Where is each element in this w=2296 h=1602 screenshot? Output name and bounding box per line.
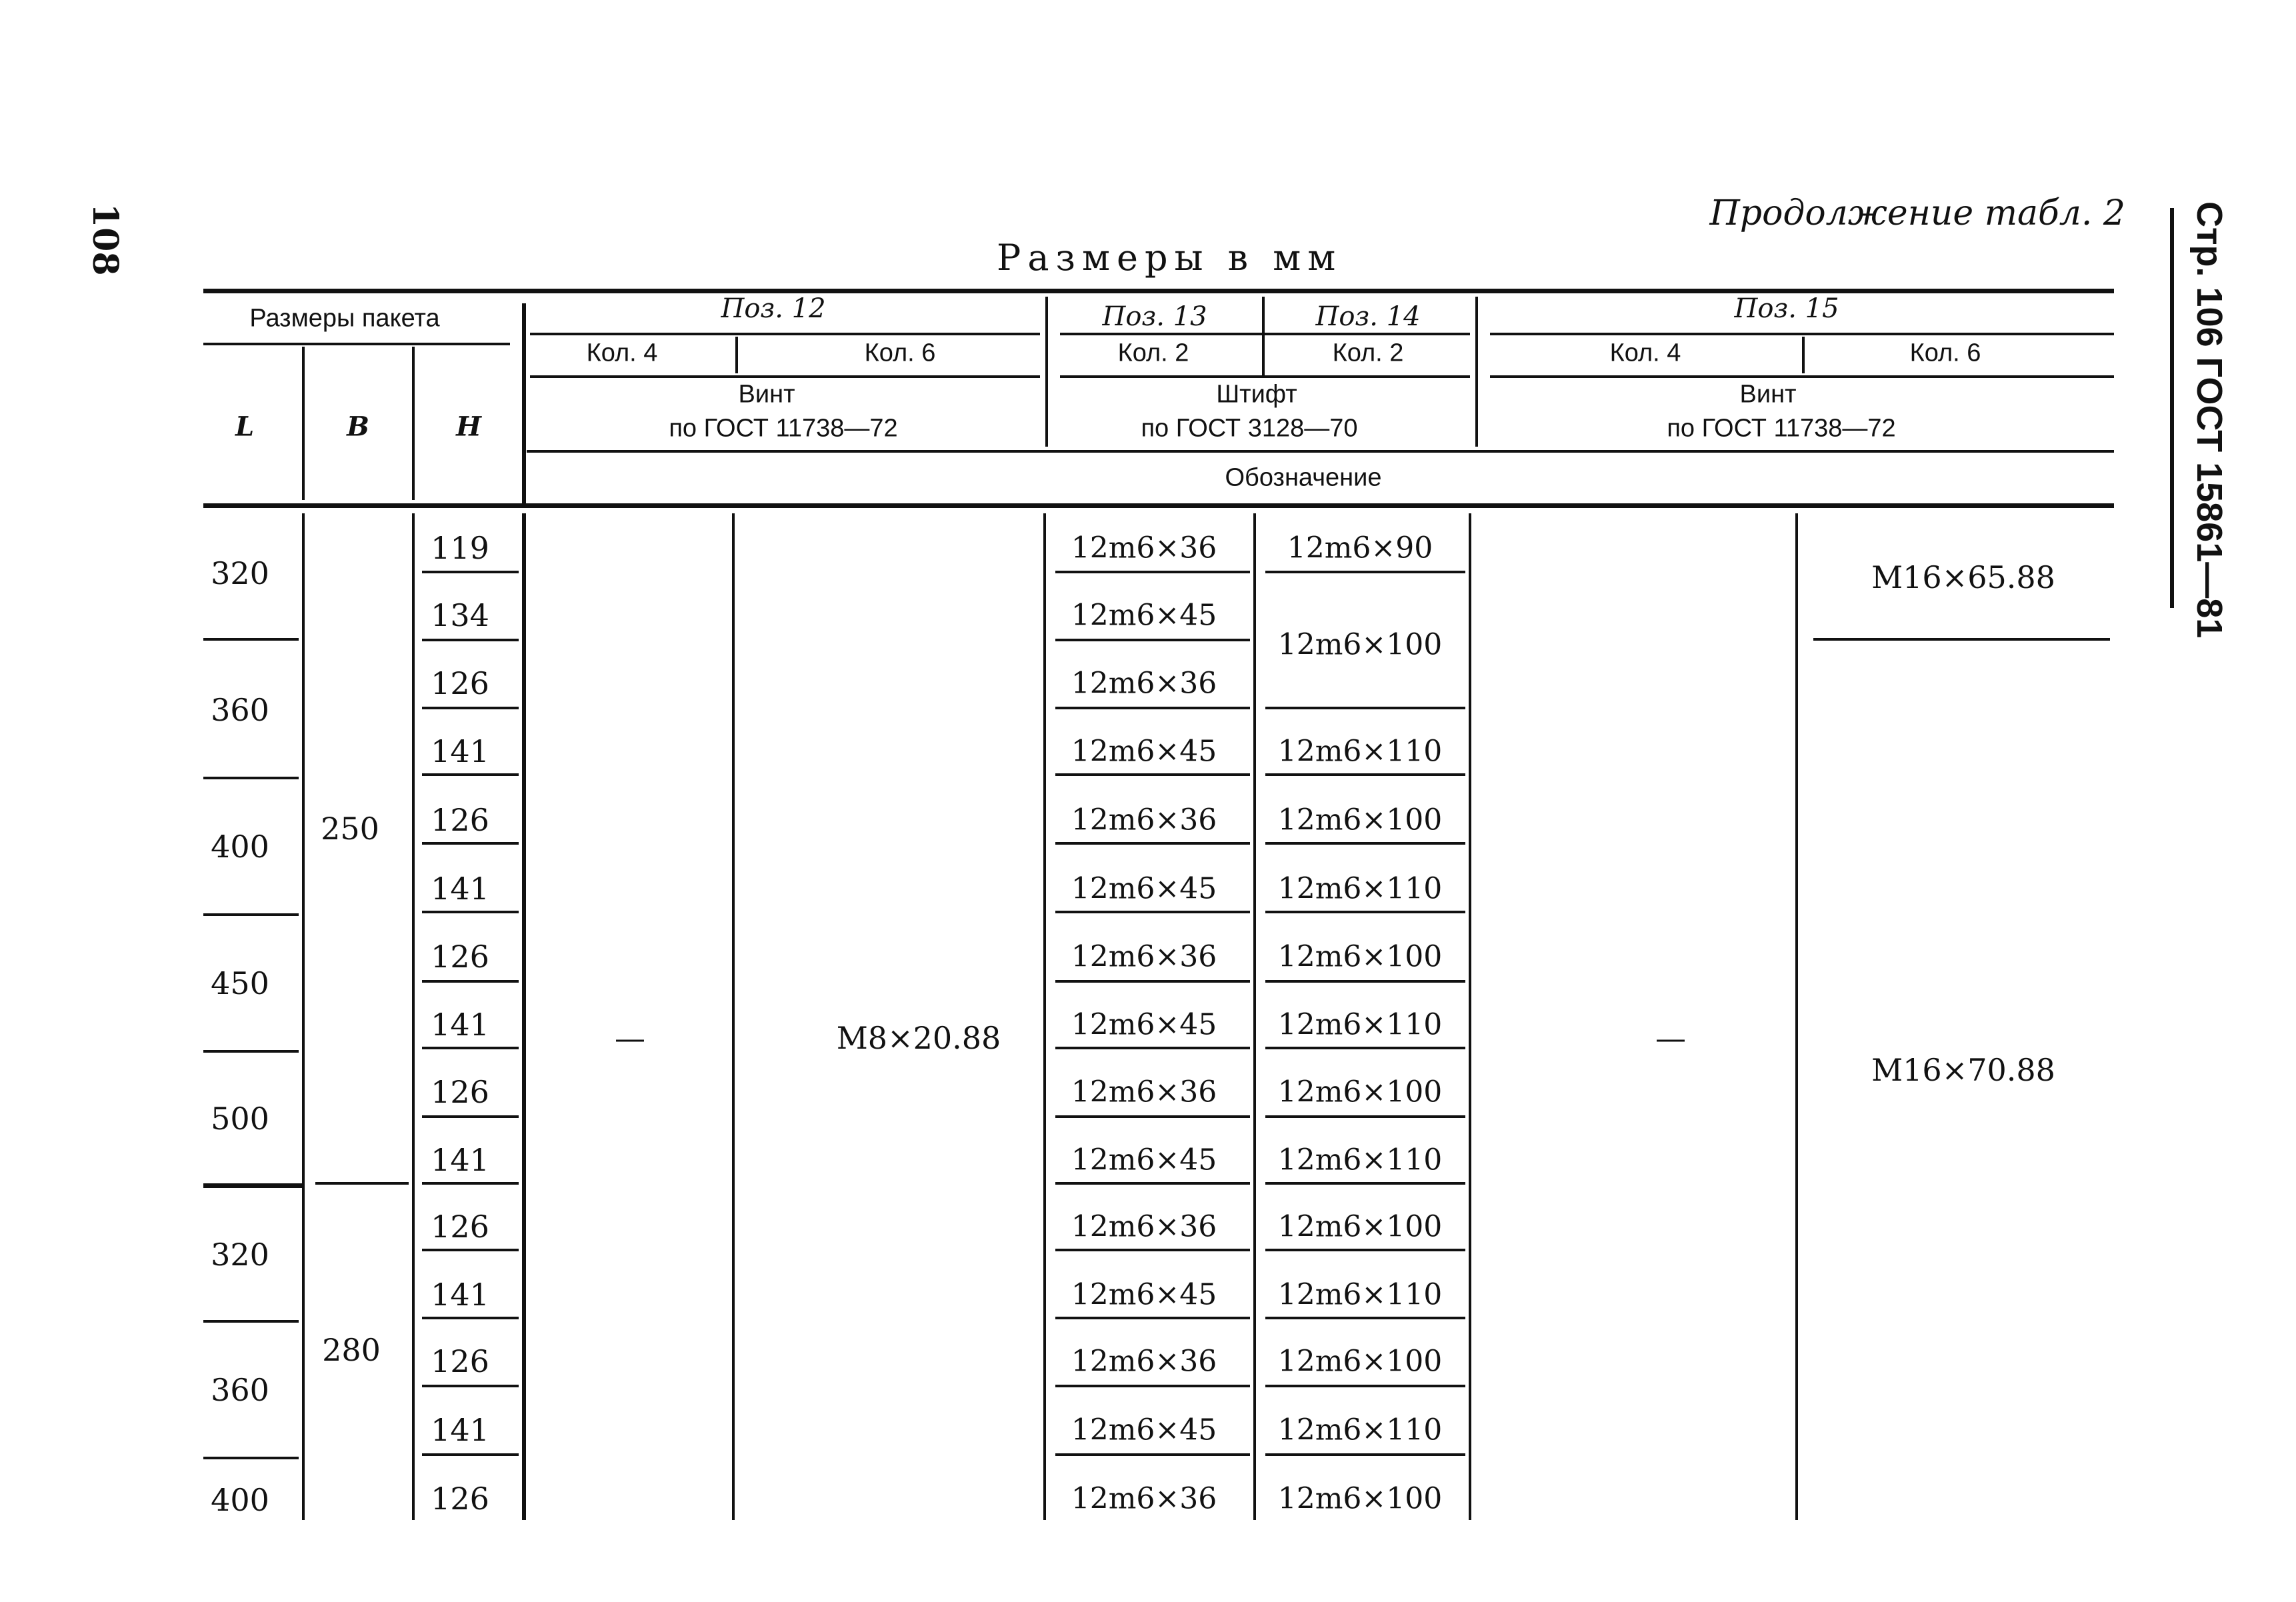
H-row-rule [422, 1317, 519, 1319]
pos14-row-rule [1265, 1115, 1465, 1118]
pos14-cell: 12m6×90 [1287, 531, 1433, 565]
header-divider-kol12 [735, 337, 738, 373]
L-divider-1 [203, 638, 299, 641]
H-cell: 126 [431, 1074, 489, 1110]
pos12-kol6-header: Кол. 6 [864, 339, 936, 367]
L-divider-4 [203, 1050, 299, 1053]
header-divider-pos14-15 [1475, 297, 1478, 447]
vint-gost-header: по ГОСТ 11738—72 [669, 414, 898, 443]
pos13-row-rule [1055, 639, 1250, 641]
vint-header: Винт [738, 380, 795, 409]
H-row-rule [422, 911, 519, 913]
H-cell: 141 [431, 1412, 489, 1448]
pos13-cell: 12m6×36 [1071, 1344, 1217, 1379]
body-divider-pos14-15 [1469, 513, 1471, 1520]
H-cell: 126 [431, 665, 489, 701]
H-cell: 126 [431, 1343, 489, 1379]
L-cell: 400 [211, 829, 269, 865]
H-cell: 126 [431, 1209, 489, 1245]
pos14-row-rule [1265, 1453, 1465, 1456]
pos14-row-rule [1265, 911, 1465, 913]
pos14-cell: 12m6×110 [1277, 1143, 1443, 1177]
body-divider-pos12-kol [732, 513, 735, 1520]
H-cell: 141 [431, 1007, 489, 1043]
pos12-kol4-header: Кол. 4 [586, 339, 658, 367]
shtift-gost-header: по ГОСТ 3128—70 [1141, 414, 1358, 443]
packet-sizes-rule [203, 343, 510, 345]
pos14-row-rule [1265, 842, 1465, 845]
B-cell: 280 [322, 1332, 381, 1368]
L-cell: 500 [211, 1101, 269, 1137]
pos13-row-rule [1055, 1385, 1250, 1387]
pos15-header: Поз. 15 [1734, 293, 1839, 324]
pos14-cell: 12m6×110 [1277, 1413, 1443, 1447]
H-row-rule [422, 773, 519, 776]
pos13-cell: 12m6×45 [1071, 734, 1217, 769]
pos13-cell: 12m6×36 [1071, 939, 1217, 974]
H-cell: 119 [431, 530, 489, 566]
standard-side-label: Стр. 106 ГОСТ 15861—81 [2189, 201, 2229, 639]
pos14-row-rule [1265, 1047, 1465, 1049]
H-row-rule [422, 639, 519, 641]
pos13-cell: 12m6×45 [1071, 1143, 1217, 1177]
vint2-gost-header: по ГОСТ 11738—72 [1667, 414, 1896, 443]
pos14-row-rule [1265, 1182, 1465, 1185]
pos13-cell: 12m6×45 [1071, 598, 1217, 633]
L-header: L [235, 411, 255, 443]
H-row-rule [422, 1115, 519, 1118]
pos14-cell: 12m6×110 [1277, 871, 1443, 906]
pos15-rule [1490, 333, 2114, 335]
B-divider [315, 1182, 409, 1185]
pos15-kol6-header: Кол. 6 [1909, 339, 1981, 367]
B-header: B [347, 411, 369, 443]
header-divider-BH [412, 347, 415, 500]
pos13-cell: 12m6×36 [1071, 531, 1217, 565]
pos13-cell: 12m6×36 [1071, 803, 1217, 837]
H-row-rule [422, 980, 519, 983]
pos13-kol-header: Кол. 2 [1117, 339, 1189, 367]
L-cell: 400 [211, 1482, 269, 1518]
H-cell: 141 [431, 1142, 489, 1178]
units-caption: Размеры в мм [997, 237, 1343, 279]
pos14-cell: 12m6×110 [1277, 1277, 1443, 1312]
pos14-row-rule [1265, 980, 1465, 983]
shtift-header: Штифт [1216, 380, 1297, 409]
pos13-14-rule [1060, 333, 1470, 335]
pos13-row-rule [1055, 707, 1250, 709]
pos13-row-rule [1055, 1317, 1250, 1319]
pos13-row-rule [1055, 773, 1250, 776]
pos13-row-rule [1055, 980, 1250, 983]
pos14-row-rule [1265, 773, 1465, 776]
pos13-row-rule [1055, 1182, 1250, 1185]
kol12-rule [530, 375, 1040, 378]
pos13-row-rule [1055, 911, 1250, 913]
pos13-row-rule [1055, 1249, 1250, 1251]
body-divider-Hpos12 [522, 513, 526, 1520]
pos13-cell: 12m6×45 [1071, 871, 1217, 906]
pos12-rule [530, 333, 1040, 335]
pos14-cell: 12m6×110 [1277, 734, 1443, 769]
body-divider-BH [412, 513, 415, 1520]
pos14-cell: 12m6×100 [1277, 627, 1443, 662]
pos14-cell: 12m6×100 [1277, 1209, 1443, 1244]
L-divider-2 [203, 777, 299, 779]
pos14-header: Поз. 14 [1315, 301, 1421, 332]
pos14-cell: 12m6×100 [1277, 803, 1443, 837]
page-number: 108 [85, 203, 125, 276]
pos14-row-rule [1265, 1249, 1465, 1251]
pos13-cell: 12m6×45 [1071, 1277, 1217, 1312]
H-cell: 126 [431, 1481, 489, 1517]
kol13-14-rule [1060, 375, 1470, 378]
pos13-row-rule [1055, 1115, 1250, 1118]
pos13-header: Поз. 13 [1102, 301, 1207, 332]
body-divider-pos15-kol [1795, 513, 1798, 1520]
pos14-cell: 12m6×110 [1277, 1007, 1443, 1042]
vint2-header: Винт [1739, 380, 1797, 409]
L-cell: 360 [211, 692, 269, 728]
L-cell: 320 [211, 555, 269, 591]
H-row-rule [422, 1385, 519, 1387]
header-divider-LB [302, 347, 305, 500]
H-row-rule [422, 1047, 519, 1049]
H-cell: 126 [431, 802, 489, 838]
pos14-cell: 12m6×100 [1277, 1075, 1443, 1109]
pos13-cell: 12m6×45 [1071, 1413, 1217, 1447]
header-divider-pos13-14 [1262, 297, 1265, 375]
pos14-row-rule [1265, 1317, 1465, 1319]
pos13-cell: 12m6×36 [1071, 1481, 1217, 1516]
kol15-rule [1490, 375, 2114, 378]
H-cell: 141 [431, 871, 489, 907]
pos14-row-rule [1265, 707, 1465, 709]
H-row-rule [422, 1182, 519, 1185]
L-cell: 360 [211, 1372, 269, 1408]
table-continuation-caption: Продолжение табл. 2 [1709, 193, 2125, 233]
pos15-kol6-divider [1813, 638, 2110, 641]
pos15-kol4-cell: — [1655, 1020, 1686, 1056]
body-divider-pos12-13 [1043, 513, 1046, 1520]
H-cell: 141 [431, 733, 489, 769]
H-row-rule [422, 1249, 519, 1251]
H-row-rule [422, 842, 519, 845]
header-divider-Hpos [522, 303, 526, 503]
pos14-kol-header: Кол. 2 [1332, 339, 1404, 367]
pos14-row-rule [1265, 1385, 1465, 1387]
packet-sizes-header: Размеры пакета [249, 304, 440, 333]
body-divider-pos13-14 [1253, 513, 1256, 1520]
L-cell: 450 [211, 965, 269, 1001]
pos15-kol4-header: Кол. 4 [1609, 339, 1681, 367]
pos13-cell: 12m6×45 [1071, 1007, 1217, 1042]
header-divider-pos12-13 [1045, 297, 1048, 447]
L-divider-5 [203, 1183, 302, 1188]
pos13-row-rule [1055, 842, 1250, 845]
pos13-cell: 12m6×36 [1071, 1075, 1217, 1109]
L-divider-3 [203, 913, 299, 916]
side-rule [2170, 208, 2174, 608]
pos12-header: Поз. 12 [721, 293, 826, 324]
pos15-kol6-main-cell: M16×70.88 [1871, 1052, 2055, 1088]
pos14-cell: 12m6×100 [1277, 939, 1443, 974]
pos14-cell: 12m6×100 [1277, 1344, 1443, 1379]
designation-header: Обозначение [1225, 463, 1382, 492]
designation-rule [527, 450, 2114, 453]
body-divider-LB [302, 513, 305, 1520]
H-cell: 134 [431, 597, 489, 633]
H-row-rule [422, 571, 519, 573]
B-cell: 250 [321, 811, 379, 847]
H-cell: 141 [431, 1277, 489, 1313]
pos14-row-rule [1265, 571, 1465, 573]
pos13-cell: 12m6×36 [1071, 1209, 1217, 1244]
pos13-cell: 12m6×36 [1071, 666, 1217, 701]
header-bottom-rule [203, 503, 2114, 508]
pos12-kol4-cell: — [615, 1020, 645, 1056]
table-top-rule [203, 289, 2114, 293]
header-divider-kol15 [1802, 337, 1805, 373]
pos12-kol6-cell: M8×20.88 [836, 1020, 1001, 1056]
pos15-kol6-top-cell: M16×65.88 [1871, 559, 2055, 595]
L-divider-6 [203, 1320, 299, 1323]
pos13-row-rule [1055, 1453, 1250, 1456]
H-row-rule [422, 1453, 519, 1456]
pos13-row-rule [1055, 571, 1250, 573]
H-cell: 126 [431, 939, 489, 975]
H-header: H [456, 411, 481, 443]
pos14-cell: 12m6×100 [1277, 1481, 1443, 1516]
L-divider-7 [203, 1457, 299, 1459]
pos13-row-rule [1055, 1047, 1250, 1049]
H-row-rule [422, 707, 519, 709]
L-cell: 320 [211, 1237, 269, 1273]
